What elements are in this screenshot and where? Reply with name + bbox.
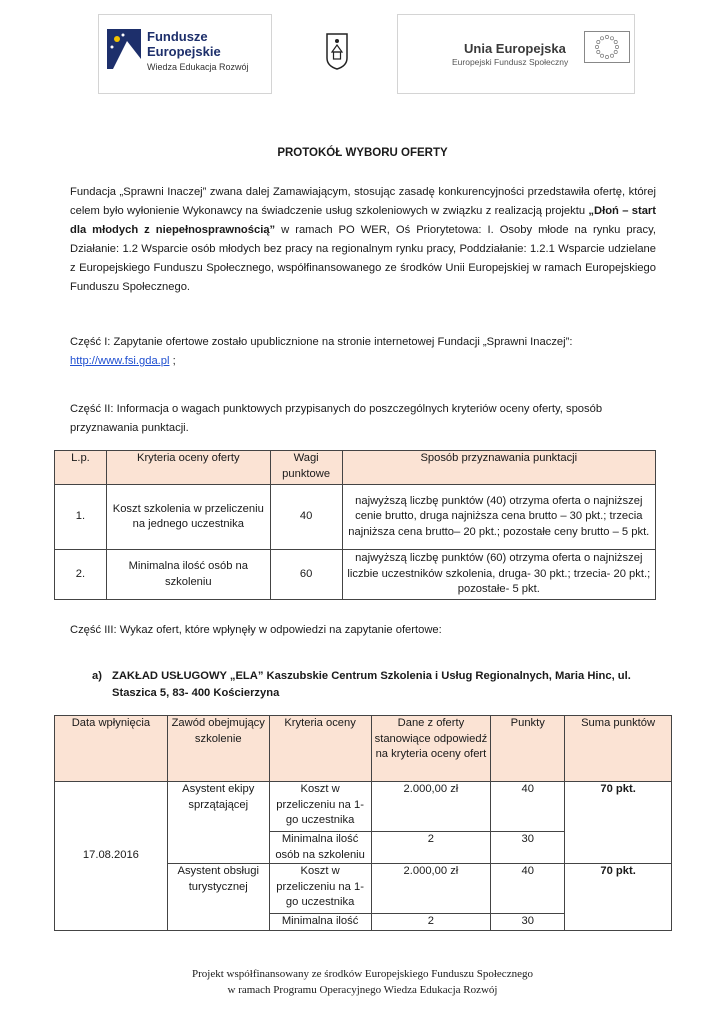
- cell-date: 17.08.2016: [55, 782, 168, 931]
- cell-profession: Asystent obsługi turystycznej: [167, 864, 269, 931]
- cell-criteria: Koszt w przeliczeniu na 1-go uczestnika: [269, 864, 371, 914]
- foundation-website-link[interactable]: http://www.fsi.gda.pl: [70, 355, 170, 367]
- document-title: PROTOKÓŁ WYBORU OFERTY: [277, 147, 448, 159]
- cell-criteria: Minimalna ilość osób na szkoleniu: [269, 832, 371, 864]
- header-points: Punkty: [491, 716, 565, 782]
- header-date: Data wpłynięcia: [55, 716, 168, 782]
- project-name: „Dłoń – start dla młodych z niepełnosprawnością”: [70, 205, 657, 236]
- cell-criteria: Minimalna ilość osób na szkoleniu: [106, 550, 270, 600]
- cell-sum: 70 pkt.: [565, 864, 672, 931]
- cell-offer-data: 2: [371, 914, 491, 931]
- header-sum: Suma punktów: [565, 716, 672, 782]
- part1-text: Część I: Zapytanie ofertowe zostało upublicznione na stronie internetowej Fundacji „Sprawni Inaczej”:: [70, 336, 573, 348]
- foundation-emblem-icon: [323, 32, 351, 70]
- page-footer: [0, 966, 725, 998]
- offers-table: [54, 715, 672, 931]
- cell-method: najwyższą liczbę punktów (60) otrzyma oferta o najniższej liczbie uczestników szkolenia, druga- 30 pkt.; trzecia- 20 pkt.; pozostałe- 5 pkt.: [342, 550, 655, 600]
- cell-profession: Asystent ekipy sprzątającej: [167, 782, 269, 864]
- eu-funds-logo-name: Fundusze Europejskie: [147, 29, 221, 59]
- cell-criteria: Koszt w przeliczeniu na 1-go uczestnika: [269, 782, 371, 832]
- cell-criteria: Koszt szkolenia w przeliczeniu na jednego uczestnika: [106, 485, 270, 550]
- eu-funds-logo-subtitle: Wiedza Edukacja Rozwój: [147, 62, 249, 72]
- cell-points: 30: [491, 832, 565, 864]
- intro-text-2: w ramach PO WER, Oś Priorytetowa: I. Osoby młode na rynku pracy, Działanie: 1.2 Wsparcie osób młodych bez pracy na regionalnym rynku pracy, Poddziałanie: 1.2.1 Wsparcie udzielane z Europejskiego Funduszu Społecznego, współfinansowanego ze środków Unii Europejskiej w ramach Europejskiego Funduszu Społecznego.: [70, 224, 656, 293]
- cell-criteria: Minimalna ilość: [269, 914, 371, 931]
- cell-lp: 2.: [55, 550, 107, 600]
- eu-union-logo: [397, 14, 635, 94]
- eu-union-logo-name: Unia Europejska: [464, 41, 566, 56]
- table-row: [55, 485, 656, 550]
- intro-text-1: Fundacja „Sprawni Inaczej” zwana dalej Zamawiającym, stosując zasadę konkurencyjności przedstawiła ofertę, której celem było wyłonienie Wykonawcy na świadczenie usług szkoleniowych w związku z realizacją projektu: [70, 186, 656, 217]
- offer-a-marker: a): [92, 670, 102, 682]
- intro-paragraph: [70, 183, 656, 297]
- header-profession: Zawód obejmujący szkolenie: [167, 716, 269, 782]
- cell-method: najwyższą liczbę punktów (40) otrzyma oferta o najniższej cenie brutto, druga najniższa cena brutto – 30 pkt.; trzecia najniższa cena brutto– 20 pkt.; pozostałe ceny brutto – 5 pkt.: [342, 485, 655, 550]
- cell-offer-data: 2.000,00 zł: [371, 782, 491, 832]
- header-lp: L.p.: [55, 451, 107, 485]
- part1-after: ;: [169, 355, 176, 367]
- cell-points: 30: [491, 914, 565, 931]
- header-criteria: Kryteria oceny: [269, 716, 371, 782]
- part1-paragraph: [70, 333, 656, 371]
- eu-flag-icon: [584, 31, 630, 63]
- eu-funds-logo: [98, 14, 272, 94]
- cell-lp: 1.: [55, 485, 107, 550]
- footer-line-2: w ramach Programu Operacyjnego Wiedza Edukacja Rozwój: [227, 984, 498, 996]
- table-row: [55, 550, 656, 600]
- cell-offer-data: 2: [371, 832, 491, 864]
- cell-points: 40: [491, 864, 565, 914]
- eu-union-logo-subtitle: Europejski Fundusz Społeczny: [452, 57, 569, 67]
- criteria-table: [54, 450, 656, 600]
- header-offer-data: Dane z oferty stanowiące odpowiedź na kryteria oceny ofert: [371, 716, 491, 782]
- cell-weight: 60: [270, 550, 342, 600]
- header-criteria: Kryteria oceny oferty: [106, 451, 270, 485]
- cell-weight: 40: [270, 485, 342, 550]
- part3-paragraph: Część III: Wykaz ofert, które wpłynęły w odpowiedzi na zapytanie ofertowe:: [70, 624, 442, 636]
- header-weight: Wagi punktowe: [270, 451, 342, 485]
- offer-a-name: ZAKŁAD USŁUGOWY „ELA” Kaszubskie Centrum Szkolenia i Usług Regionalnych, Maria Hinc, ul. Staszica 5, 83- 400 Kościerzyna: [112, 670, 631, 699]
- header-method: Sposób przyznawania punktacji: [342, 451, 655, 485]
- cell-points: 40: [491, 782, 565, 832]
- cell-offer-data: 2.000,00 zł: [371, 864, 491, 914]
- eu-funds-logo-icon: [107, 29, 141, 69]
- cell-sum: 70 pkt.: [565, 782, 672, 864]
- part2-paragraph: Część II: Informacja o wagach punktowych przypisanych do poszczególnych kryteriów oceny oferty, sposób przyznawania punktacji.: [70, 403, 603, 434]
- footer-line-1: Projekt współfinansowany ze środków Europejskiego Funduszu Społecznego: [192, 968, 533, 980]
- table-row: [55, 782, 672, 832]
